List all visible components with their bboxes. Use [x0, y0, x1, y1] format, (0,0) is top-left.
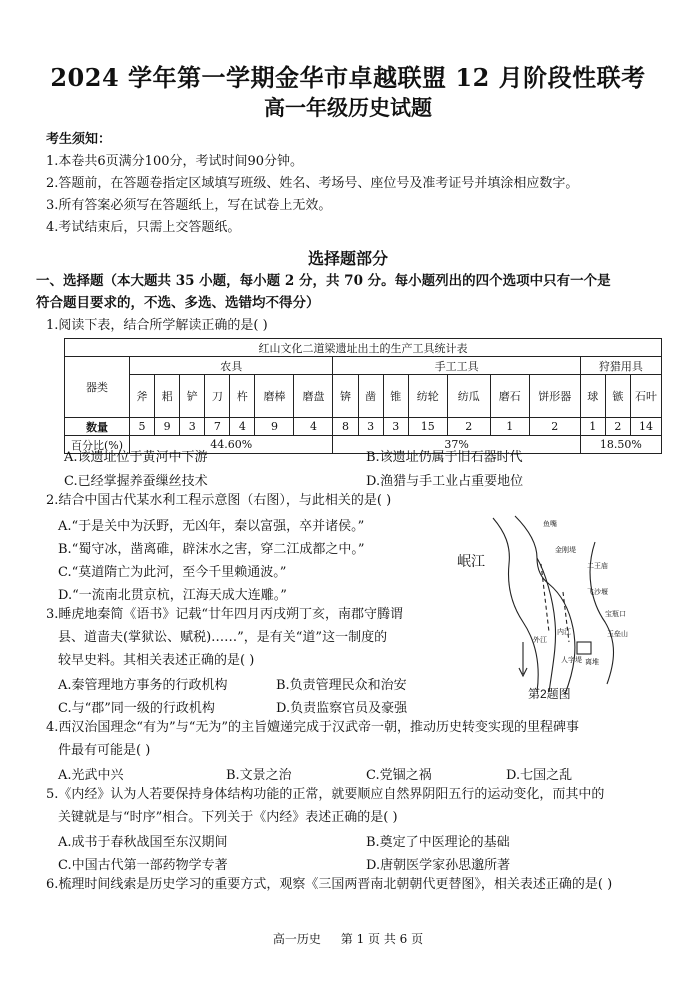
q1-option-b: B.该遗址仍属于旧石器时代 — [366, 450, 523, 465]
levee-dashed — [541, 564, 549, 632]
tool-name: 磨石 — [490, 375, 529, 418]
row-label-category: 器类 — [65, 357, 130, 418]
lidui-block — [577, 642, 591, 654]
row-label-percent: 百分比(%) — [65, 436, 130, 454]
q5-option-c: C.中国古代第一部药物学专著 — [58, 858, 228, 873]
q3-option-b: B.负责管理民众和治安 — [276, 678, 407, 693]
map-label: 二王庙 — [587, 563, 608, 570]
row-label-count: 数量 — [65, 418, 130, 436]
exam-subtitle: 高一年级历史试题 — [264, 95, 432, 120]
tool-name: 纺瓜 — [447, 375, 490, 418]
tool-name: 纺轮 — [408, 375, 447, 418]
tool-count: 2 — [447, 418, 490, 436]
q4-option-d: D.七国之乱 — [506, 768, 573, 783]
notice-item: 2.答题前，在答题卷指定区域填写班级、姓名、考场号、座位号及准考证号并填涂相应数字。 — [46, 176, 579, 191]
percent-agri: 44.60% — [130, 436, 333, 454]
tool-count: 3 — [358, 418, 383, 436]
q1-stem: 1.阅读下表，结合所学解读正确的是( ) — [46, 318, 268, 333]
q3-option-a: A.秦管理地方事务的行政机构 — [58, 678, 228, 693]
q3-stem-line2: 县、道啬夫(掌狱讼、赋税)……”，是有关“道”这一制度的 — [58, 630, 388, 645]
tool-name: 耜 — [155, 375, 180, 418]
map-label: 内江 — [557, 629, 571, 636]
tool-count: 9 — [155, 418, 180, 436]
river-name: 岷江 — [457, 553, 485, 569]
tool-name: 饼形器 — [529, 375, 580, 418]
q2-option-a: A.“于是关中为沃野，无凶年，秦以富强，卒并诸侯。” — [58, 519, 365, 534]
group-craft: 手工工具 — [333, 357, 580, 375]
footer-subject: 高一历史 — [272, 932, 321, 946]
q5-option-a: A.成书于春秋战国至东汉期间 — [58, 835, 228, 850]
map-caption: 第2题图 — [528, 687, 571, 701]
q5-option-d: D.唐朝医学家孙思邈所著 — [366, 858, 511, 873]
q2-option-d: D.“一流南北贯京杭，江海天成大连雕。” — [58, 588, 287, 603]
map-label: 外江 — [533, 637, 547, 644]
section-title: 选择题部分 — [307, 249, 388, 268]
tool-count: 4 — [230, 418, 255, 436]
map-label: 飞沙堰 — [587, 589, 608, 596]
tool-count: 9 — [255, 418, 294, 436]
q3-stem-line1: 3.睡虎地秦简《语书》记载“廿年四月丙戌朔丁亥，南郡守腾谓 — [46, 607, 404, 622]
q2-option-c: C.“莫道隋亡为此河，至今千里赖通波。” — [58, 565, 287, 580]
tool-count: 2 — [605, 418, 630, 436]
tool-name: 石叶 — [631, 375, 662, 418]
tool-name: 锥 — [383, 375, 408, 418]
tool-count: 5 — [130, 418, 155, 436]
group-agri: 农具 — [130, 357, 333, 375]
map-label: 金刚堤 — [555, 547, 576, 554]
percent-hunting: 18.50% — [580, 436, 661, 454]
q1-option-c: C.已经掌握养蚕缫丝技术 — [64, 474, 208, 489]
tool-count: 1 — [580, 418, 605, 436]
q3-option-d: D.负责监察官员及豪强 — [276, 701, 408, 716]
notice-item: 4.考试结束后，只需上交答题纸。 — [46, 220, 241, 235]
tool-name: 锛 — [333, 375, 358, 418]
tool-count: 2 — [529, 418, 580, 436]
notice-item: 1.本卷共6页满分100分，考试时间90分钟。 — [46, 154, 304, 169]
tool-name: 球 — [580, 375, 605, 418]
footer-page-number: 第 1 页 共 6 页 — [340, 932, 424, 946]
page-footer — [0, 930, 696, 947]
group-hunting: 狩猎用具 — [580, 357, 661, 375]
table-caption: 红山文化二道梁遗址出土的生产工具统计表 — [65, 339, 662, 357]
map-label: 玉垒山 — [607, 631, 628, 638]
q5-option-b: B.奠定了中医理论的基础 — [366, 835, 510, 850]
notice-heading: 考生须知： — [46, 132, 112, 147]
river-bank-left — [493, 518, 538, 692]
q6-stem: 6.梳理时间线索是历史学习的重要方式，观察《三国两晋南北朝朝代更替图》，相关表述正确的是( ) — [46, 877, 613, 892]
tool-count: 1 — [490, 418, 529, 436]
tool-count: 3 — [383, 418, 408, 436]
exam-title: 2024 学年第一学期金华市卓越联盟 12 月阶段性联考 — [50, 63, 646, 92]
tool-count: 4 — [294, 418, 333, 436]
tool-count: 3 — [180, 418, 205, 436]
tool-name: 凿 — [358, 375, 383, 418]
inner-channel — [549, 584, 575, 694]
tool-name: 杵 — [230, 375, 255, 418]
q2-option-b: B.“蜀守冰，凿离碓，辟沫水之害，穿二江成都之中。” — [58, 542, 365, 557]
q4-stem-line2: 件最有可能是( ) — [58, 743, 151, 758]
tool-name: 刀 — [205, 375, 230, 418]
q3-stem-line3: 较早史料。其相关表述正确的是( ) — [58, 653, 255, 668]
irrigation-map — [445, 512, 655, 702]
percent-craft: 37% — [333, 436, 580, 454]
q3-option-c: C.与“郡”同一级的行政机构 — [58, 701, 215, 716]
q4-option-c: C.党锢之祸 — [366, 768, 432, 783]
tool-name: 斧 — [130, 375, 155, 418]
tools-table — [64, 338, 662, 454]
map-label: 宝瓶口 — [605, 611, 626, 618]
q1-option-a: A.该遗址位于黄河中下游 — [64, 450, 208, 465]
tool-name: 铲 — [180, 375, 205, 418]
tool-name: 磨棒 — [255, 375, 294, 418]
q5-stem-line2: 关键就是与“时序”相合。下列关于《内经》表述正确的是( ) — [58, 810, 398, 825]
outer-channel — [537, 558, 556, 692]
part-heading-cont: 符合题目要求的，不选、多选、选错均不得分） — [36, 295, 320, 311]
tool-count: 8 — [333, 418, 358, 436]
map-label: 鱼嘴 — [543, 521, 557, 528]
tool-count: 7 — [205, 418, 230, 436]
part-heading: 一、选择题（本大题共 35 小题，每小题 2 分，共 70 分。每小题列出的四个选项中只有一个是 — [36, 273, 611, 289]
q4-stem-line1: 4.西汉治国理念“有为”与“无为”的主旨嬗递完成于汉武帝一朝，推动历史转变实现的里程碑事 — [46, 720, 579, 735]
tool-count: 14 — [631, 418, 662, 436]
tool-count: 15 — [408, 418, 447, 436]
map-label: 人字堤 — [561, 657, 582, 664]
q4-option-a: A.光武中兴 — [58, 768, 124, 783]
tool-name: 磨盘 — [294, 375, 333, 418]
q4-option-b: B.文景之治 — [226, 768, 292, 783]
q1-option-d: D.渔猎与手工业占重要地位 — [366, 474, 524, 489]
notice-item: 3.所有答案必须写在答题纸上，写在试卷上无效。 — [46, 198, 332, 213]
map-label: 离堆 — [585, 659, 599, 666]
q2-stem: 2.结合中国古代某水利工程示意图（右图），与此相关的是( ) — [46, 493, 392, 508]
tool-name: 镞 — [605, 375, 630, 418]
q5-stem-line1: 5.《内经》认为人若要保持身体结构功能的正常，就要顺应自然界阴阳五行的运动变化，而其中的 — [46, 787, 605, 802]
